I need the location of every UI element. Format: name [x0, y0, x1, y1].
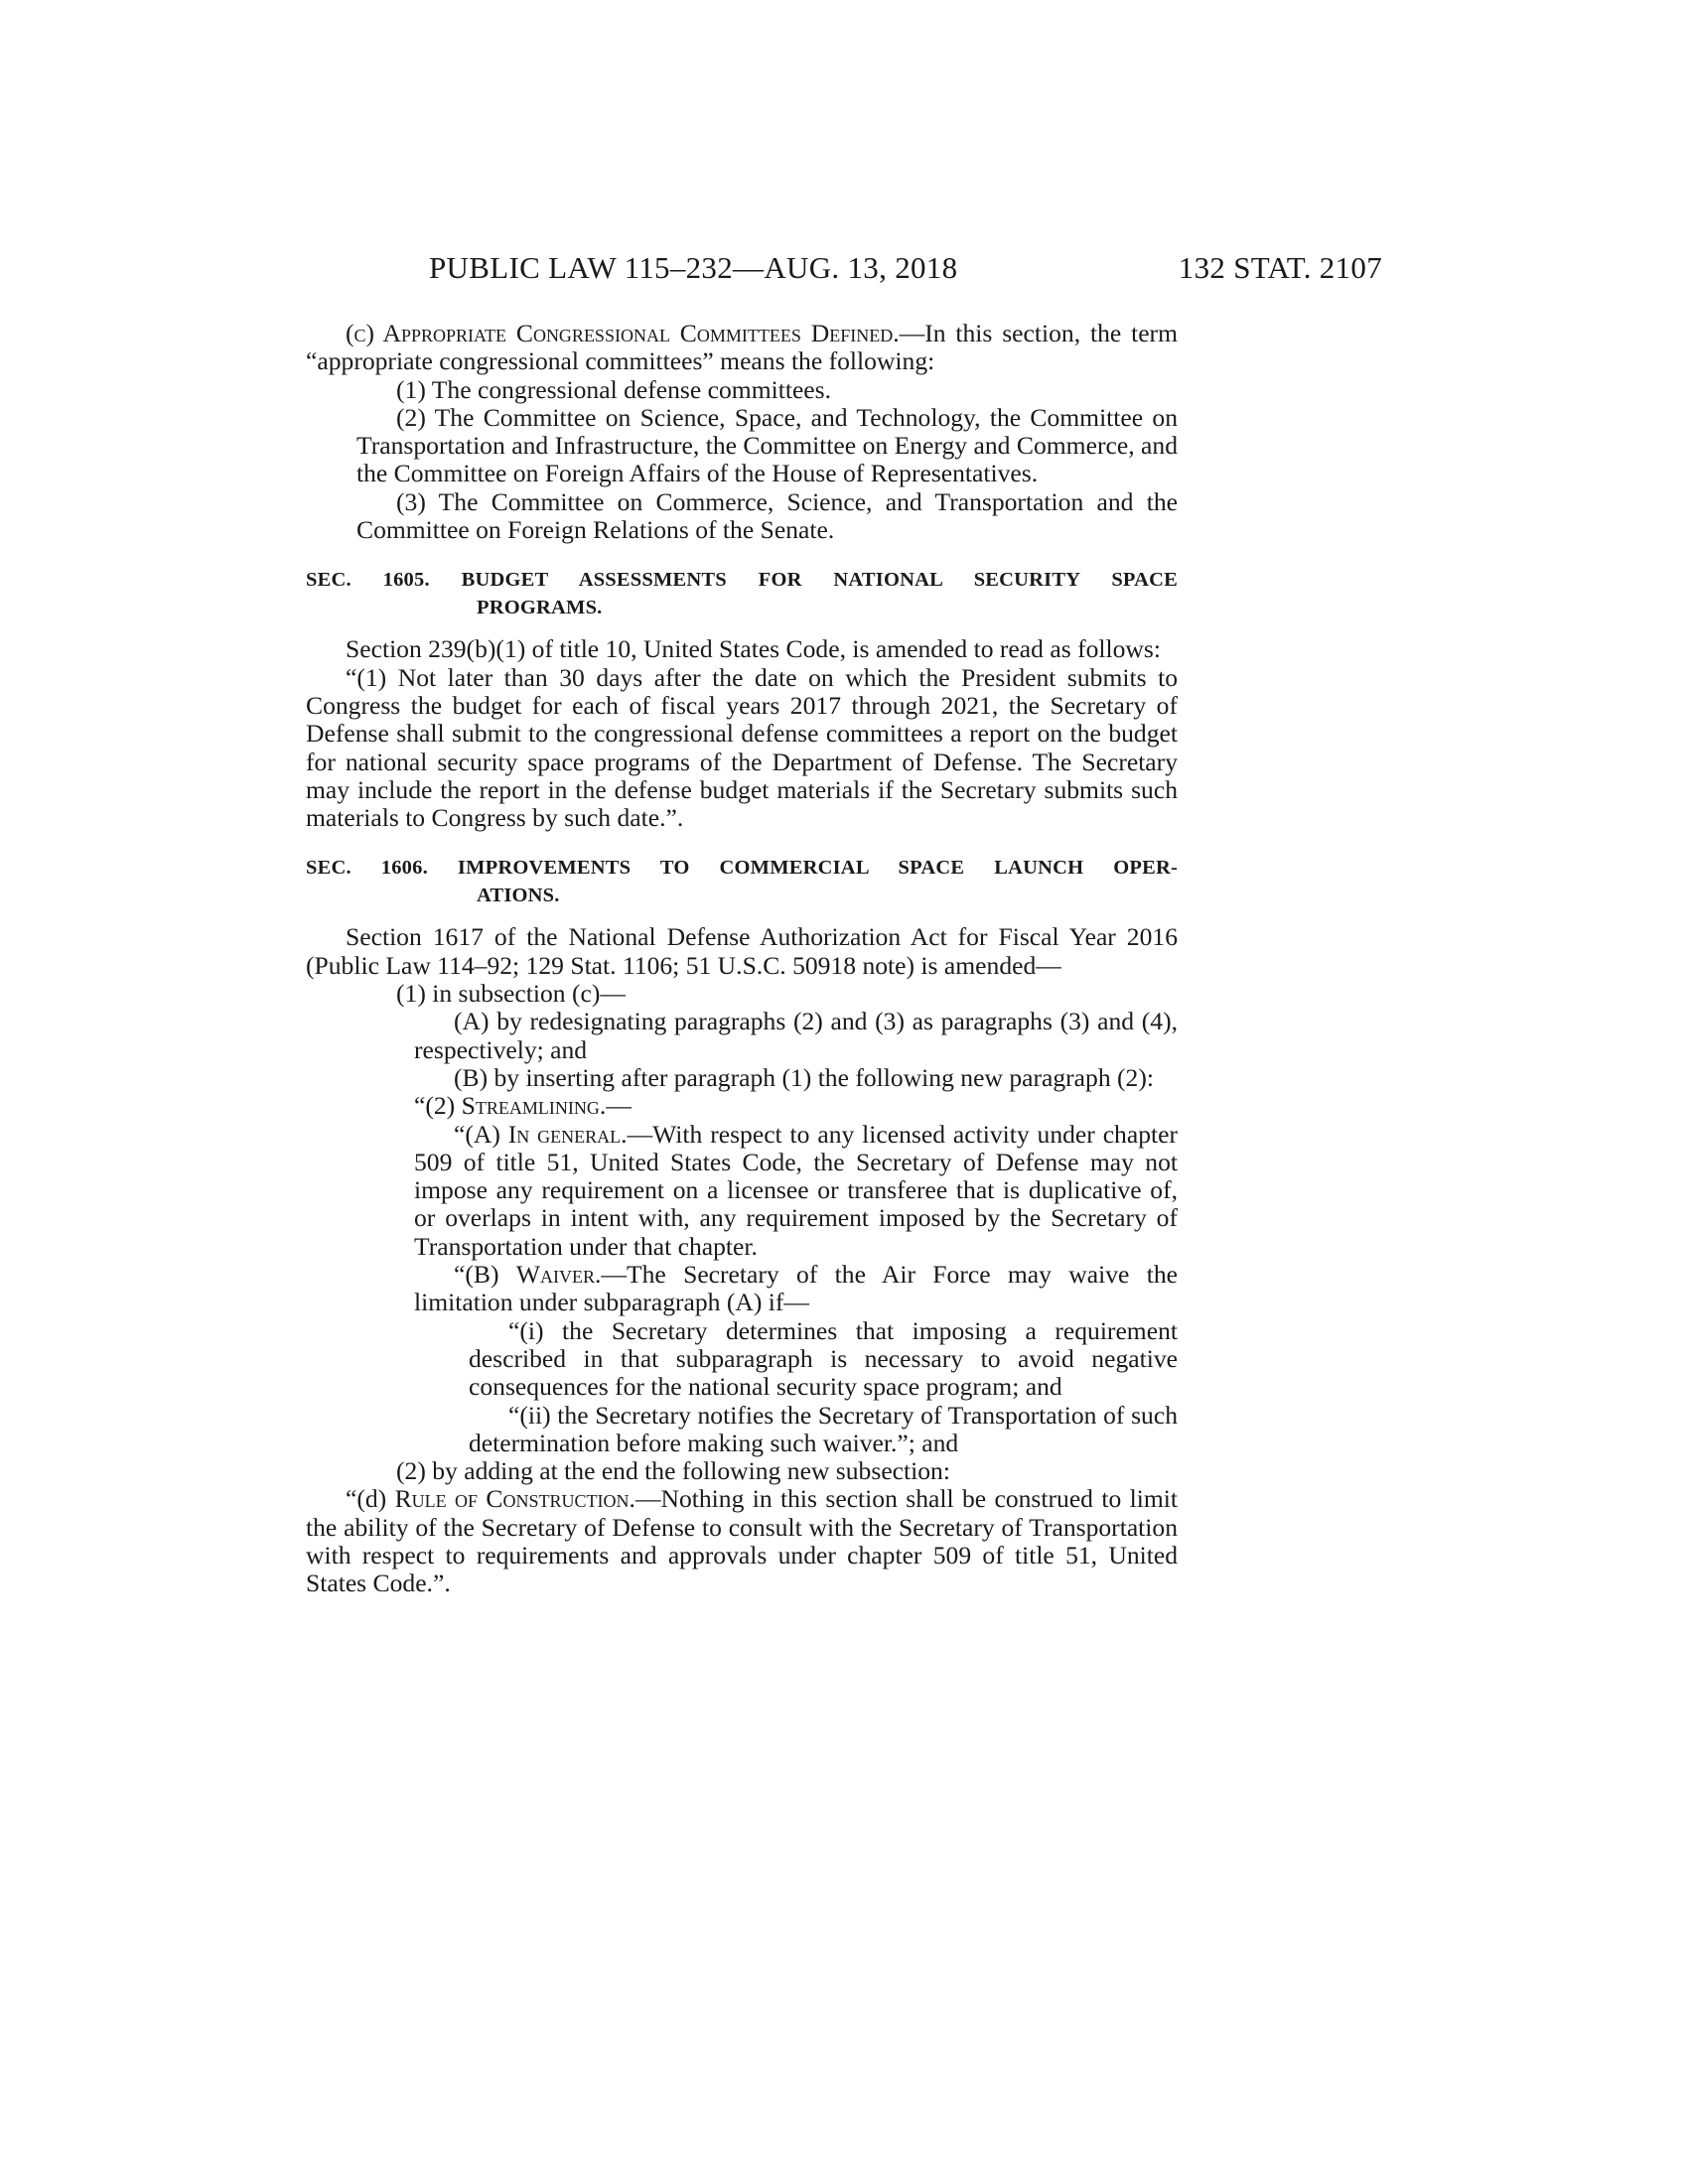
section-1606-item-1-A: (A) by redesignating paragraphs (2) and (3) as paragraphs (3) and (4), respectively; and [414, 1007, 1178, 1064]
section-1605-heading-line-2: PROGRAMS. [477, 597, 603, 619]
page-body [306, 320, 1178, 1598]
clause-B-ii: “(ii) the Secretary notifies the Secretary of Transportation of such determination before making such waiver.”; and [469, 1400, 1178, 1457]
clause-B-i: “(i) the Secretary determines that imposing a requirement described in that subparagraph is necessary to avoid negative consequences for the national security space program; and [469, 1315, 1178, 1402]
subsection-c [306, 320, 1178, 376]
subparagraph-A-prefix: “(A) [454, 1119, 508, 1149]
subparagraph-B-heading: Waiver. [515, 1260, 602, 1290]
subsection-d [306, 1485, 1178, 1597]
subparagraph-A-heading: In general. [507, 1119, 628, 1149]
section-1606-heading-line-1: SEC. 1606. IMPROVEMENTS TO COMMERCIAL SPACE LAUNCH OPER- [306, 857, 1178, 880]
subsection-c-heading: (c) Appropriate Congressional Committees Defined. [346, 319, 900, 347]
statute-page-number: 132 STAT. 2107 [1178, 250, 1382, 285]
section-1606-intro: Section 1617 of the National Defense Authorization Act for Fiscal Year 2016 (Public Law 114–92; 129 Stat. 1106; 51 U.S.C. 50918 note) is amended— [306, 922, 1178, 980]
section-1606-item-2: (2) by adding at the end the following new subsection: [396, 1456, 950, 1486]
streamlining-paragraph [306, 1092, 1178, 1120]
subsection-c-item-2: (2) The Committee on Science, Space, and Technology, the Committee on Transportation and Infrastructure, the Committee on Energy and Commerce, and the Committee on Foreign Affairs of the House of Representatives. [356, 402, 1178, 488]
section-1606-heading-line-2: ATIONS. [477, 885, 560, 907]
section-1605-heading-line-1: SEC. 1605. BUDGET ASSESSMENTS FOR NATIONAL SECURITY SPACE [306, 569, 1178, 592]
section-1605-quoted-text: “(1) Not later than 30 days after the date on which the President submits to Congress the budget for each of fiscal years 2017 through 2021, the Secretary of Defense shall submit to the congressional defense committees a report on the budget for national security space programs of the Department of Defense. The Secretary may include the report in the defense budget materials if the Secretary submits such materials to Congress by such date.”. [306, 662, 1178, 833]
streamlining-suffix: — [606, 1091, 632, 1121]
subparagraph-B-text: —The Secretary of the Air Force may waive the limitation under subparagraph (A) if— [414, 1260, 1178, 1317]
subsection-c-item-3: (3) The Committee on Commerce, Science, and Transportation and the Committee on Foreign Relations of the Senate. [356, 486, 1178, 545]
running-head-title: PUBLIC LAW 115–232—AUG. 13, 2018 [429, 250, 958, 285]
streamlining-prefix: “(2) [414, 1091, 462, 1121]
section-1606-item-1: (1) in subsection (c)— [396, 979, 626, 1009]
subsection-d-prefix: “(d) [346, 1484, 395, 1514]
section-1605-heading [306, 566, 1178, 621]
subsection-c-item-1: (1) The congressional defense committees. [396, 374, 832, 404]
subparagraph-B-prefix: “(B) [454, 1260, 516, 1290]
section-1606-item-1-B: (B) by inserting after paragraph (1) the following new paragraph (2): [454, 1062, 1154, 1092]
section-1605-intro: Section 239(b)(1) of title 10, United States Code, is amended to read as follows: [346, 634, 1161, 664]
subparagraph-A [306, 1121, 1178, 1261]
subsection-d-heading: Rule of Construction. [394, 1484, 635, 1514]
running-head [429, 250, 1382, 292]
subparagraph-B [306, 1261, 1178, 1317]
streamlining-heading: Streamlining. [461, 1091, 607, 1121]
subsection-d-text: —Nothing in this section shall be construed to limit the ability of the Secretary of Defense to consult with the Secretary of Transportation with respect to requirements and approvals under chapter 509 of title 51, United States Code.”. [306, 1484, 1178, 1598]
subparagraph-A-text: —With respect to any licensed activity under chapter 509 of title 51, United States Code, the Secretary of Defense may not impose any requirement on a licensee or transferee that is duplicative of, or overlaps in intent with, any requirement imposed by the Secretary of Transportation under that chapter. [414, 1119, 1178, 1261]
section-1606-heading [306, 854, 1178, 909]
subsection-c-text: —In this section, the term “appropriate congressional committees” means the following: [306, 319, 1178, 376]
